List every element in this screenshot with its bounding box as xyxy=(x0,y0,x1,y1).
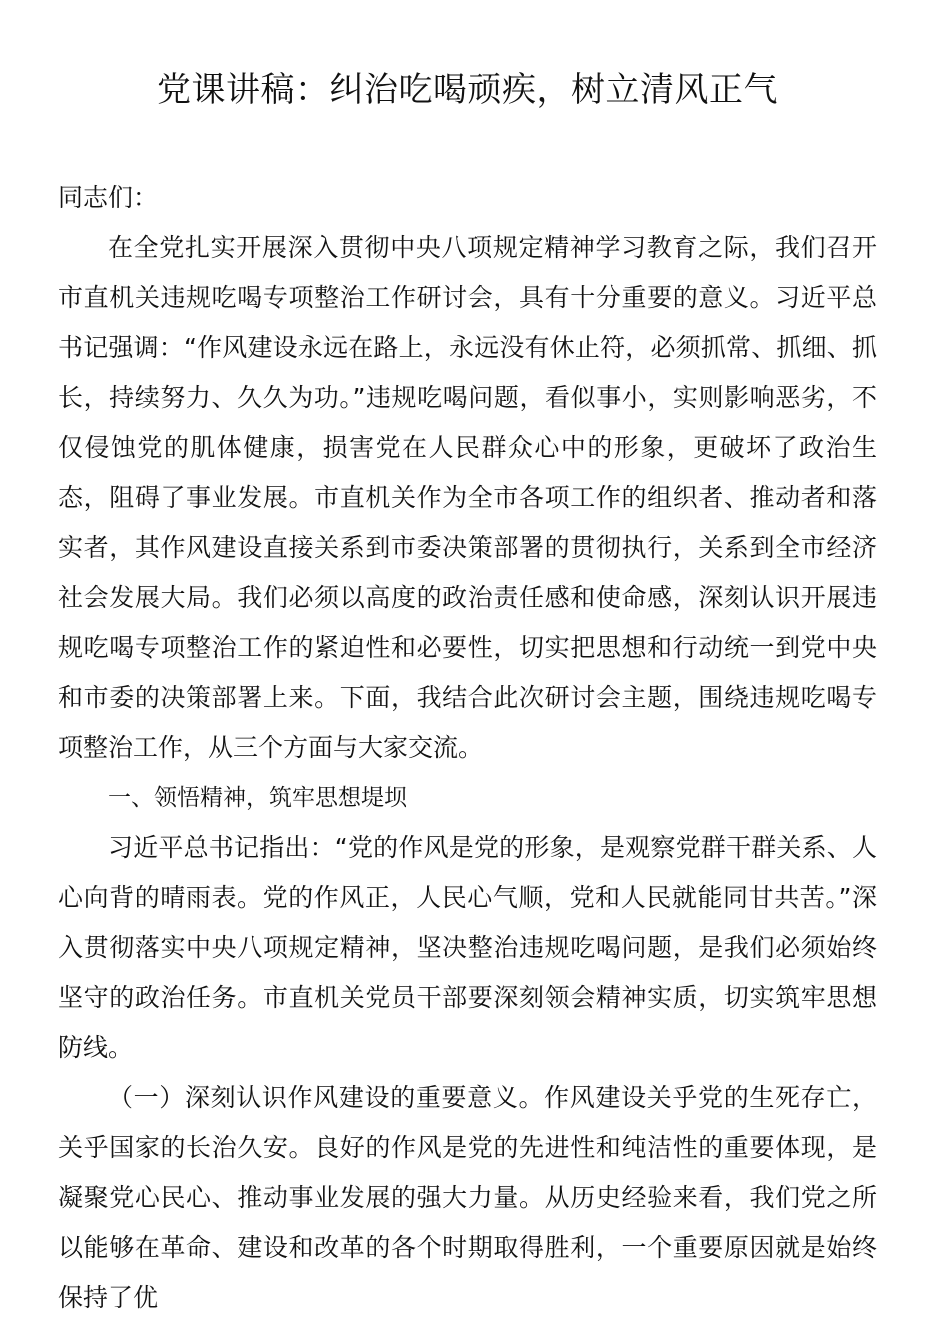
salutation: 同志们： xyxy=(58,183,159,212)
paragraph-subsection-1: （一）深刻认识作风建设的重要意义。作风建设关乎党的生死存亡，关乎国家的长治久安。良好的作风是党的先进性和纯洁性的重要体现，是凝聚党心民心、推动事业发展的强大力量。从历史经验来看，我们党之所以能够在革命、建设和改革的各个时期取得胜利，一个重要原因就是始终保持了优 xyxy=(58,1083,877,1312)
document-title: 党课讲稿：纠治吃喝顽疾，树立清风正气 xyxy=(157,70,778,110)
paragraph-intro: 在全党扎实开展深入贯彻中央八项规定精神学习教育之际，我们召开市直机关违规吃喝专项整治工作研讨会，具有十分重要的意义。习近平总书记强调：“作风建设永远在路上，永远没有休止符，必须抓常、抓细、抓长，持续努力、久久为功。”违规吃喝问题，看似事小，实则影响恶劣，不仅侵蚀党的肌体健康，损害党在人民群众心中的形象，更破坏了政治生态，阻碍了事业发展。市直机关作为全市各项工作的组织者、推动者和落实者，其作风建设直接关系到市委决策部署的贯彻执行，关系到全市经济社会发展大局。我们必须以高度的政治责任感和使命感，深刻认识开展违规吃喝专项整治工作的紧迫性和必要性，切实把思想和行动统一到党中央和市委的决策部署上来。下面，我结合此次研讨会主题，围绕违规吃喝专项整治工作，从三个方面与大家交流。 xyxy=(58,233,877,762)
paragraph-section-1: 习近平总书记指出：“党的作风是党的形象，是观察党群干群关系、人心向背的晴雨表。党的作风正，人民心气顺，党和人民就能同甘共苦。”深入贯彻落实中央八项规定精神，坚决整治违规吃喝问题，是我们必须始终坚守的政治任务。市直机关党员干部要深刻领会精神实质，切实筑牢思想防线。 xyxy=(58,833,877,1062)
section-heading-1: 一、领悟精神，筑牢思想堤坝 xyxy=(108,785,407,811)
